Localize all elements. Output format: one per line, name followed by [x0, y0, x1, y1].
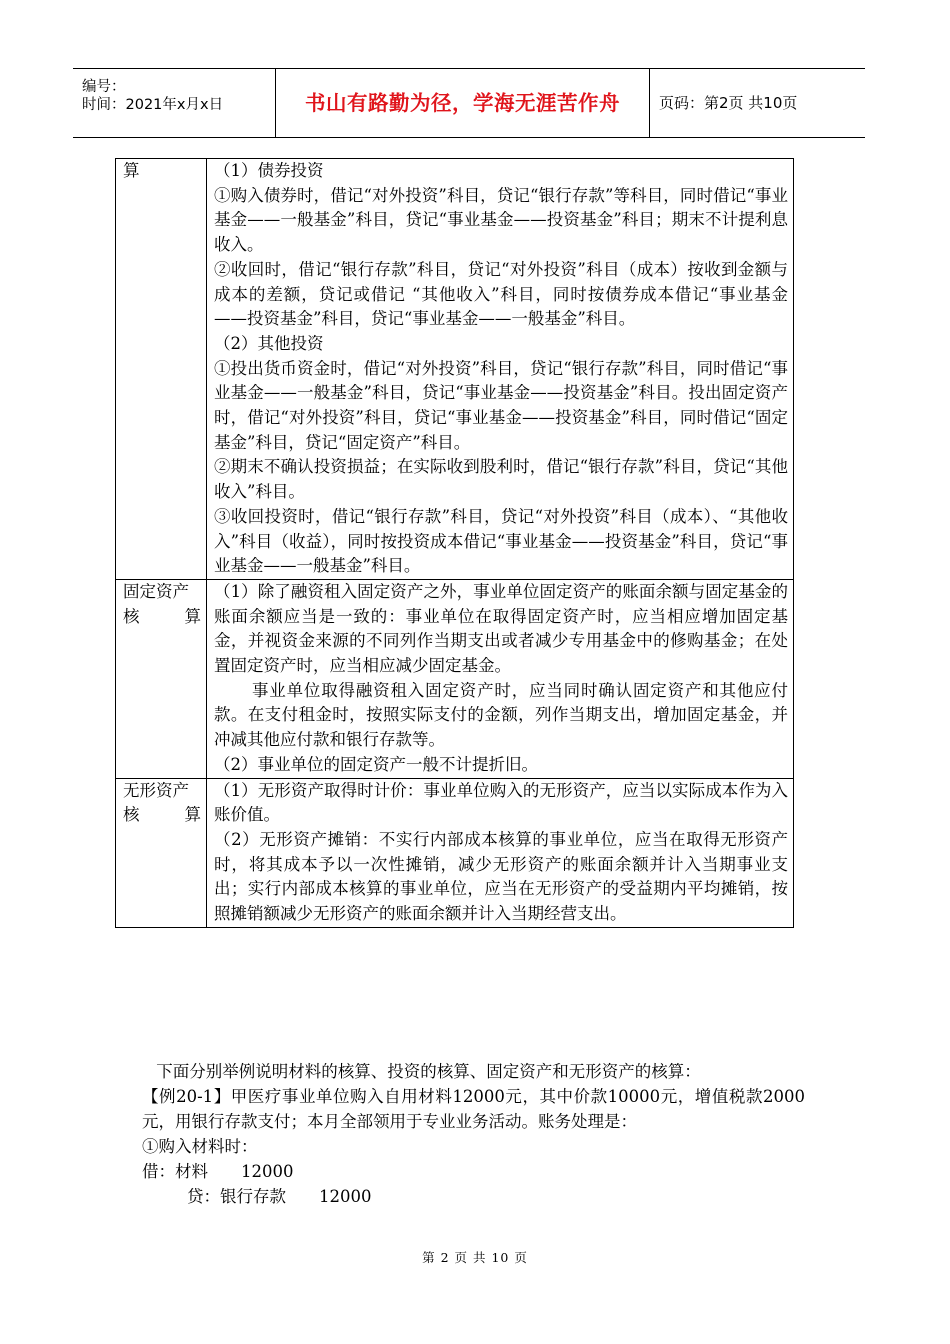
accounting-table [115, 158, 794, 928]
intro-paragraph: 下面分别举例说明材料的核算、投资的核算、固定资产和无形资产的核算： [156, 1062, 701, 1081]
page-footer: 第 2 页 共 10 页 [422, 1250, 528, 1265]
paragraph: ①投出货币资金时，借记“对外投资”科目，贷记“银行存款”科目，同时借记“事业基金——一般基金”科目，贷记“事业基金——投资基金”科目。投出固定资产时，借记“对外投资”科目，贷记“事业基金——投资基金”科目，同时借记“固定基金”科目，贷记“固定资产”科目。 [214, 358, 788, 452]
table-row [116, 159, 794, 580]
row-category: 无形资产核算 [116, 778, 207, 927]
step-line: ①购入材料时： [142, 1137, 258, 1156]
page-indicator: 页码：第2页 共10页 [659, 94, 798, 112]
paragraph: ②收回时，借记“银行存款”科目，贷记“对外投资”科目（成本）按收到金额与成本的差额，贷记或借记 “其他收入”科目，同时按债券成本借记“事业基金——投资基金”科目，贷记“事业基金——一般基金”科目。 [214, 259, 788, 329]
paragraph: （2）其他投资 [214, 333, 324, 353]
debit-entry: 借：材料 12000 [142, 1162, 294, 1181]
table-row [116, 778, 794, 927]
row-content [207, 778, 794, 927]
paragraph: （2）无形资产摊销：不实行内部成本核算的事业单位，应当在取得无形资产时，将其成本予以一次性摊销，减少无形资产的账面余额并计入当期事业支出；实行内部成本核算的事业单位，应当在无形资产的受益期内平均摊销，按照摊销额减少无形资产的账面余额并计入当期经营支出。 [214, 829, 788, 924]
table-row [116, 579, 794, 778]
paragraph: 事业单位取得融资租入固定资产时，应当同时确认固定资产和其他应付款。在支付租金时，按照实际支付的金额，列作当期支出，增加固定基金，并冲减其他应付款和银行存款等。 [214, 680, 788, 750]
paragraph: ②期末不确认投资损益；在实际收到股利时，借记“银行存款”科目，贷记“其他收入”科目。 [214, 457, 788, 502]
body-text [115, 1059, 805, 1209]
paragraph: （1）除了融资租入固定资产之外，事业单位固定资产的账面余额与固定基金的账面余额应当是一致的：事业单位在取得固定资产时，应当相应增加固定基金，并视资金来源的不同列作当期支出或者减少专用基金中的修购基金；在处置固定资产时，应当相应减少固定基金。 [214, 581, 788, 676]
row-content [207, 579, 794, 778]
credit-entry: 贷：银行存款 12000 [187, 1187, 372, 1206]
motto: 书山有路勤为径，学海无涯苦作舟 [276, 69, 650, 137]
date-label: 时间：2021年x月x日 [82, 97, 224, 113]
header-meta [73, 69, 276, 137]
number-label: 编号： [82, 79, 126, 95]
paragraph: ③收回投资时，借记“银行存款”科目，贷记“对外投资”科目（成本）、“其他收入”科目（收益），同时按投资成本借记“事业基金——投资基金”科目，贷记“事业基金——一般基金”科目。 [214, 506, 788, 576]
paragraph: （1）无形资产取得时计价：事业单位购入的无形资产，应当以实际成本作为入账价值。 [214, 780, 788, 825]
paragraph: （2）事业单位的固定资产一般不计提折旧。 [214, 754, 538, 774]
paragraph: ①购入债券时，借记“对外投资”科目，贷记“银行存款”等科目，同时借记“事业基金——一般基金”科目，贷记“事业基金——投资基金”科目；期末不计提利息收入。 [214, 185, 788, 255]
example-paragraph: 【例20-1】甲医疗事业单位购入自用材料12000元，其中价款10000元，增值税款2000元，用银行存款支付；本月全部领用于专业业务活动。账务处理是： [142, 1087, 805, 1131]
row-category: 固定资产核算 [116, 579, 207, 778]
row-content [207, 159, 794, 580]
paragraph: （1）债券投资 [214, 161, 324, 180]
row-category: 算 [116, 159, 207, 580]
page-header [73, 68, 865, 138]
